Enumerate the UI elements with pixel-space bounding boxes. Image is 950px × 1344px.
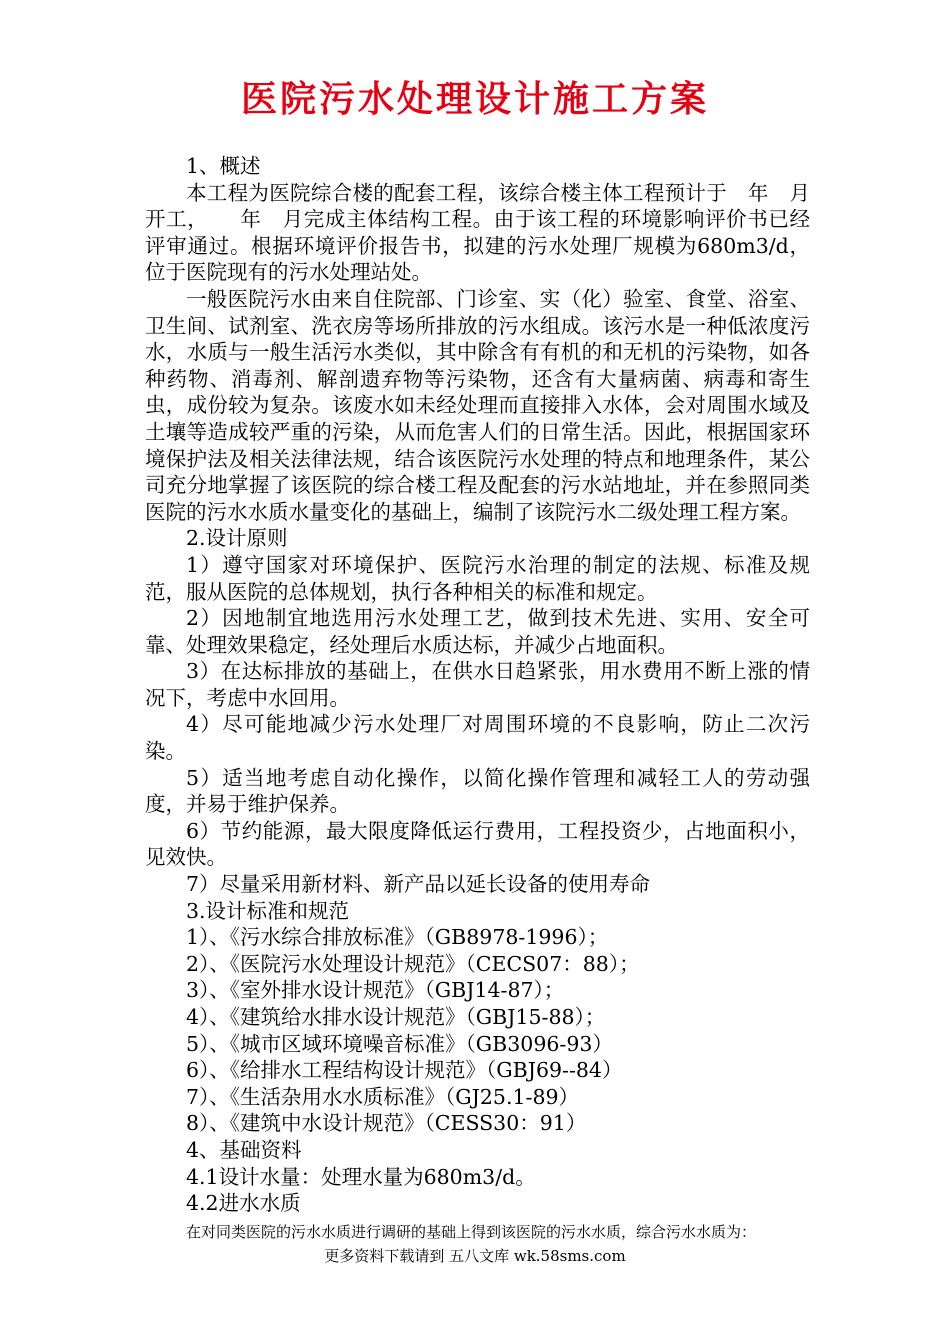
paragraph: 7）尽量采用新材料、新产品以延长设备的使用寿命 xyxy=(186,872,651,897)
paragraph: 4、基础资料 xyxy=(186,1137,302,1162)
paragraph: 3）在达标排放的基础上，在供水日趋紧张，用水费用不断上涨的情况下，考虑中水回用。 xyxy=(145,659,810,710)
document-body xyxy=(145,153,810,1246)
paragraph: 5）适当地考虑自动化操作，以简化操作管理和减轻工人的劳动强度，并易于维护保养。 xyxy=(145,765,810,817)
paragraph: 4）、《建筑给水排水设计规范》（GBJ15-88）； xyxy=(186,1005,606,1029)
paragraph: 6）节约能源，最大限度降低运行费用，工程投资少，占地面积小，见效快。 xyxy=(145,818,810,870)
paragraph: 1）、《污水综合排放标准》（GB8978-1996）； xyxy=(186,925,609,950)
paragraph: 在对同类医院的污水水质进行调研的基础上得到该医院的污水水质，综合污水水质为： xyxy=(186,1222,757,1241)
paragraph: 4）尽可能地减少污水处理厂对周围环境的不良影响，防止二次污染。 xyxy=(145,712,810,764)
paragraph: 6）、《给排水工程结构设计规范》（GBJ69--84） xyxy=(186,1058,623,1083)
paragraph: 1）遵守国家对环境保护、医院污水治理的制定的法规、标准及规范，服从医院的总体规划，执行各种相关的标准和规定。 xyxy=(145,552,810,604)
paragraph: 8）、《建筑中水设计规范》（CESS30：91） xyxy=(186,1111,587,1136)
paragraph: 2）、《医院污水处理设计规范》（CECS07：88）； xyxy=(186,951,640,976)
paragraph: 2）因地制宜地选用污水处理工艺，做到技术先进、实用、安全可靠、处理效果稳定，经处理后水质达标，并减少占地面积。 xyxy=(145,606,810,657)
paragraph: 3）、《室外排水设计规范》（GBJ14-87）； xyxy=(186,978,565,1003)
paragraph: 本工程为医院综合楼的配套工程，该综合楼主体工程预计于 年 月开工， 年 月完成主体结构工程。由于该工程的环境影响评价书已经评审通过。根据环境评价报告书，拟建的污水处理厂规模为680m3/d，位于医院现有的污水处理站处。 xyxy=(145,180,810,285)
paragraph: 4.2进水水质 xyxy=(186,1191,301,1216)
paragraph: 3.设计标准和规范 xyxy=(186,898,350,923)
paragraph: 4.1设计水量：处理水量为680m3/d。 xyxy=(186,1164,536,1189)
paragraph: 1、概述 xyxy=(186,154,261,178)
paragraph: 一般医院污水由来自住院部、门诊室、实（化）验室、食堂、浴室、卫生间、试剂室、洗衣房等场所排放的污水组成。该污水是一种低浓度污水，水质与一般生活污水类似，其中除含有有机的和无机的污染物，如各种药物、消毒剂、解剖遗弃物等污染物，还含有大量病菌、病毒和寄生虫，成份较为复杂。该废水如未经处理而直接排入水体，会对周围水域及土壤等造成较严重的污染，从而危害人们的日常生活。因此，根据国家环境保护法及相关法律法规，结合该医院污水处理的特点和地理条件，某公司充分地掌握了该医院的综合楼工程及配套的污水站地址，并在参照同类医院的污水水质水量变化的基础上，编制了该院污水二级处理工程方案。 xyxy=(145,286,810,524)
document-title: 医院污水处理设计施工方案 xyxy=(240,79,709,120)
paragraph: 2.设计原则 xyxy=(186,526,288,551)
page-footer: 更多资料下载请到 五八文库 wk.58sms.com xyxy=(324,1247,626,1265)
paragraph: 5）、《城市区域环境噪音标准》（GB3096-93） xyxy=(186,1031,613,1056)
paragraph: 7）、《生活杂用水水质标准》（GJ25.1-89） xyxy=(186,1084,580,1109)
